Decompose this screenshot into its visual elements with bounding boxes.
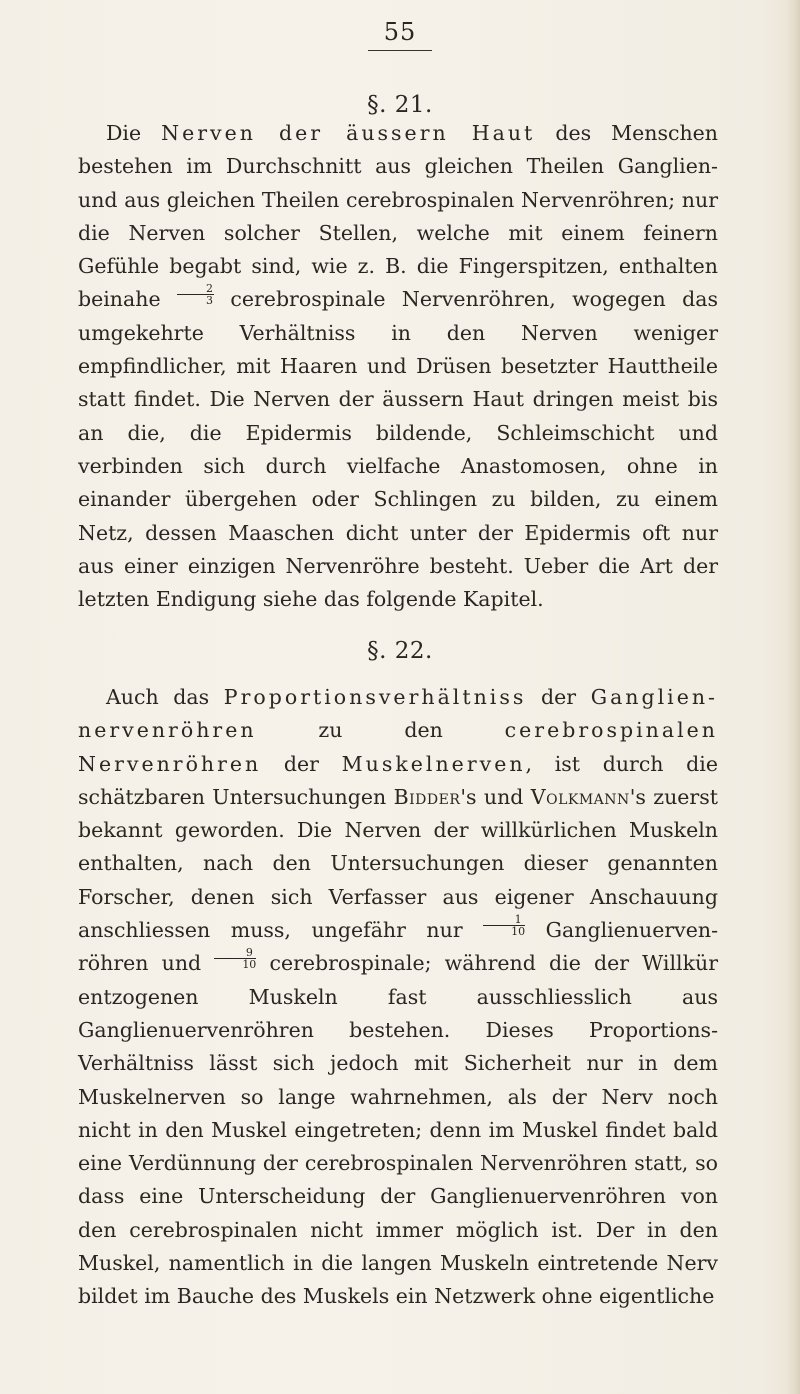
- text-run: 's zuerst bekannt geworden. Die Nerven der willkürlichen Muskeln enthalten, nach den Untersuchungen dieser genannten Forscher, denen sich Verfasser aus eigener Anschauung anschliessen muss, ungefähr nur: [78, 784, 718, 943]
- fraction-denominator: 10: [242, 958, 257, 972]
- emphasized-term: Ganglien-nervenröhren: [78, 685, 718, 743]
- emphasized-term: Muskelnerven: [341, 751, 526, 776]
- fraction-numerator: 1: [483, 914, 525, 926]
- text-run: , ist durch die schätzbaren Untersuchungen: [78, 751, 718, 809]
- text-run: des Menschen bestehen im Durchschnitt aus gleichen Theilen Ganglien- und aus gleichen Theilen cerebrospinalen Nervenröhren; nur die Nerven solcher Stellen, welche mit einem feinern Gefühle begabt sind, wie z. B. die Fingerspitzen, enthalten beinahe: [78, 121, 719, 312]
- emphasized-term: cerebrospinalen Nervenröhren: [78, 718, 718, 776]
- emphasized-term: Nerven der äussern Haut: [161, 121, 536, 145]
- text-run: Die: [106, 121, 162, 145]
- text-run: cerebrospinale; während die der Willkür entzogenen Muskeln fast ausschliesslich aus Ganglienuervenröhren bestehen. Dieses Proportions-Verhältniss lässt sich jedoch mit Sicherheit nur in dem Muskelnerven so lange wahrnehmen, als der Nerv noch nicht in den Muskel eingetreten; denn im Muskel findet bald eine Verdünnung der cerebrospinalen Nervenröhren statt, so dass eine Unterscheidung der Ganglienuervenröhren von den cerebrospinalen nicht immer möglich ist. Der in den Muskel, namentlich in die langen Muskeln eintretende Nerv bildet im Bauche des Muskels ein Netzwerk ohne eigentliche: [78, 951, 718, 1309]
- section-22-paragraph: [78, 681, 718, 1314]
- text-run: cerebrospinale Nervenröhren, wogegen das umgekehrte Verhältniss in den Nerven weniger empfindlicher, mit Haaren und Drüsen besetzter Hauttheile statt findet. Die Nerven der äussern Haut dringen meist bis an die, die Epidermis bildende, Schleimschicht und verbinden sich durch vielfache Anastomosen, ohne in einander übergehen oder Schlingen zu bilden, zu einem Netz, dessen Maaschen dicht unter der Epidermis oft nur aus einer einzigen Nervenröhre besteht. Ueber die Art der letzten Endigung siehe das folgende Kapitel.: [78, 287, 718, 612]
- author-name: Bidder: [393, 784, 461, 809]
- text-run: 's und: [460, 784, 531, 809]
- fraction: [483, 914, 525, 937]
- text-run: der: [261, 751, 342, 776]
- section-22-heading: §. 22.: [367, 638, 433, 664]
- author-name: Volkmann: [530, 784, 630, 809]
- text-run: zu den: [256, 718, 505, 743]
- fraction-denominator: 10: [511, 925, 526, 939]
- page-edge-shadow: [786, 0, 800, 1394]
- text-run: Auch das: [106, 685, 224, 709]
- fraction: [177, 283, 214, 306]
- fraction: [214, 947, 256, 970]
- page-number: 55: [368, 18, 432, 51]
- fraction-numerator: 2: [177, 283, 214, 295]
- fraction-denominator: 3: [205, 294, 213, 308]
- section-21-paragraph: [78, 117, 718, 616]
- fraction-numerator: 9: [214, 947, 256, 959]
- section-21-heading: §. 21.: [367, 92, 433, 118]
- text-run: der: [526, 685, 591, 709]
- text-run: Ganglienuerven-röhren und: [78, 918, 718, 976]
- emphasized-term: Proportionsverhältniss: [223, 685, 527, 709]
